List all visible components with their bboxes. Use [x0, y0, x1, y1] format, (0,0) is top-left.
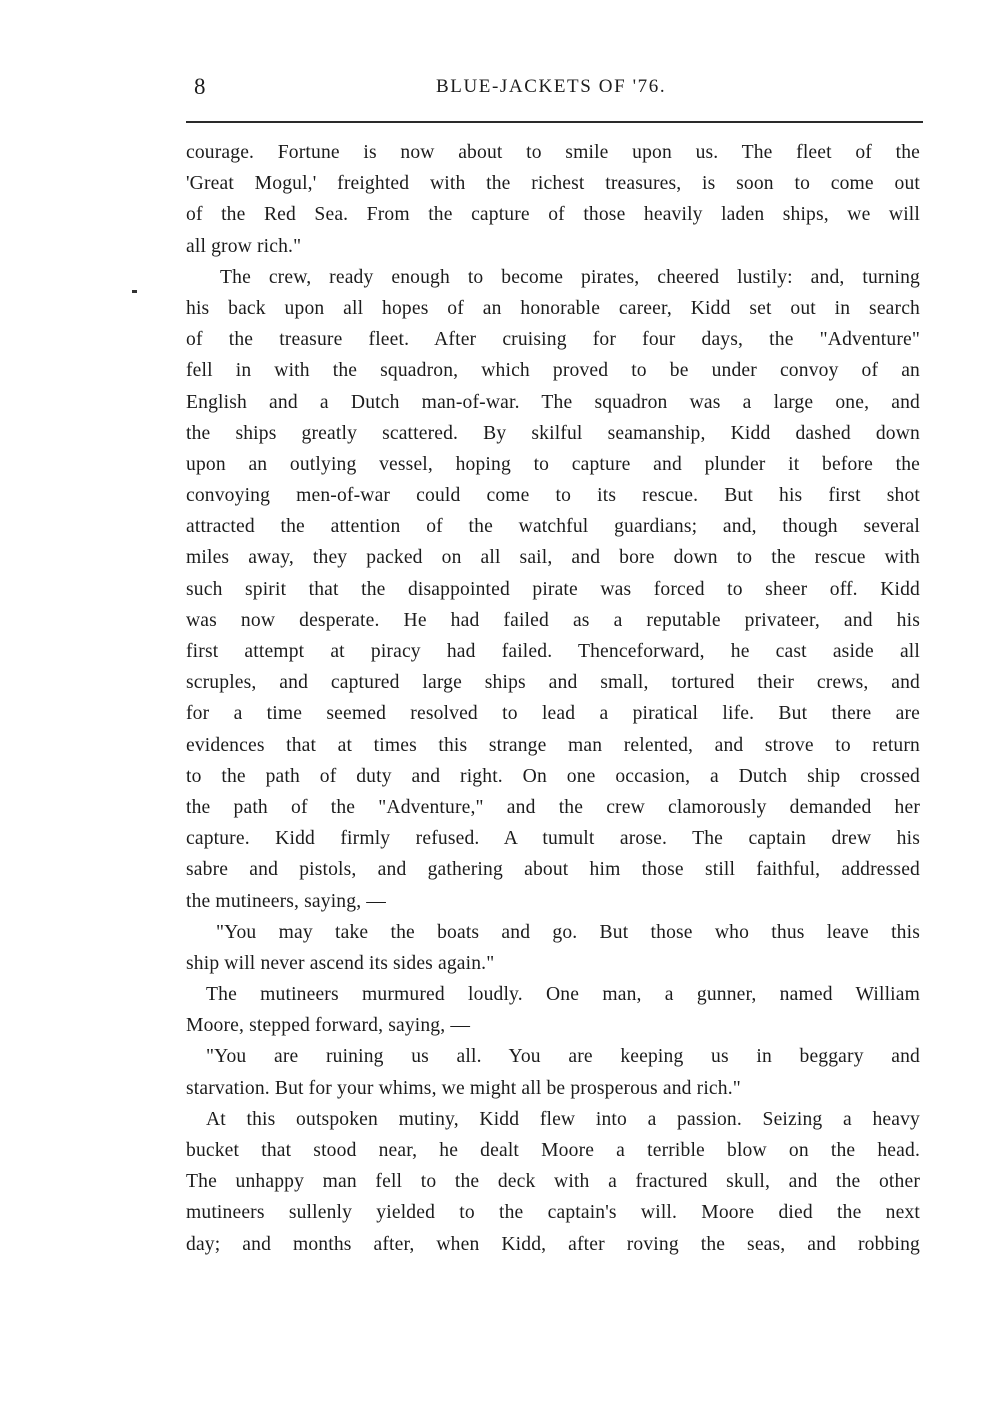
text-line: the mutineers, saying, —	[186, 890, 387, 912]
margin-mark	[132, 290, 137, 293]
text-line: of the Red Sea. From the capture of those heavily laden ships, we will	[186, 204, 920, 226]
text-line: ship will never ascend its sides again."	[186, 952, 495, 974]
text-line: the ships greatly scattered. By skilful seamanship, Kidd dashed down	[186, 422, 920, 444]
text-line: At this outspoken mutiny, Kidd flew into a passion. Seizing a heavy	[206, 1108, 920, 1130]
running-head	[186, 74, 923, 108]
text-line: evidences that at times this strange man relented, and strove to return	[186, 734, 920, 756]
text-line: the path of the "Adventure," and the crew clamorously demanded her	[186, 796, 920, 818]
text-line: scruples, and captured large ships and small, tortured their crews, and	[186, 672, 920, 694]
text-line: miles away, they packed on all sail, and bore down to the rescue with	[186, 547, 920, 569]
text-line: starvation. But for your whims, we might all be prosperous and rich."	[186, 1077, 741, 1099]
text-line: "You are ruining us all. You are keeping us in beggary and	[206, 1046, 920, 1068]
running-title: BLUE-JACKETS OF '76.	[436, 76, 667, 97]
header-rule	[186, 121, 923, 123]
text-line: capture. Kidd firmly refused. A tumult arose. The captain drew his	[186, 828, 920, 850]
text-line: to the path of duty and right. On one occasion, a Dutch ship crossed	[186, 765, 920, 787]
body-text	[186, 137, 920, 1260]
text-line: English and a Dutch man-of-war. The squadron was a large one, and	[186, 391, 920, 413]
text-line: convoying men-of-war could come to its rescue. But his first shot	[186, 485, 920, 507]
text-line: bucket that stood near, he dealt Moore a terrible blow on the head.	[186, 1140, 920, 1161]
text-line: fell in with the squadron, which proved to be under convoy of an	[186, 360, 920, 382]
text-line: day; and months after, when Kidd, after roving the seas, and robbing	[186, 1233, 920, 1255]
page-number: 8	[194, 74, 206, 99]
text-line: his back upon all hopes of an honorable career, Kidd set out in search	[186, 297, 920, 319]
text-line: of the treasure fleet. After cruising for four days, the "Adventure"	[186, 329, 920, 351]
text-line: attracted the attention of the watchful guardians; and, though several	[186, 516, 920, 538]
text-line: such spirit that the disappointed pirate was forced to sheer off. Kidd	[186, 578, 920, 600]
text-line: The mutineers murmured loudly. One man, a gunner, named William	[206, 984, 920, 1006]
text-line: Moore, stepped forward, saying, —	[186, 1015, 471, 1037]
text-line: "You may take the boats and go. But those who thus leave this	[216, 921, 920, 943]
text-line: courage. Fortune is now about to smile upon us. The fleet of the	[186, 142, 920, 163]
text-line: mutineers sullenly yielded to the captain's will. Moore died the next	[186, 1202, 920, 1224]
text-line: sabre and pistols, and gathering about him those still faithful, addressed	[186, 859, 920, 881]
text-line: all grow rich."	[186, 235, 302, 257]
text-line: upon an outlying vessel, hoping to capture and plunder it before the	[186, 453, 920, 475]
text-line: The crew, ready enough to become pirates, cheered lustily: and, turning	[220, 266, 920, 288]
text-line: was now desperate. He had failed as a reputable privateer, and his	[186, 609, 920, 631]
text-line: for a time seemed resolved to lead a piratical life. But there are	[186, 703, 920, 725]
text-line: first attempt at piracy had failed. Thenceforward, he cast aside all	[186, 641, 920, 662]
text-line: 'Great Mogul,' freighted with the richest treasures, is soon to come out	[186, 173, 920, 195]
text-line: The unhappy man fell to the deck with a fractured skull, and the other	[186, 1171, 920, 1193]
